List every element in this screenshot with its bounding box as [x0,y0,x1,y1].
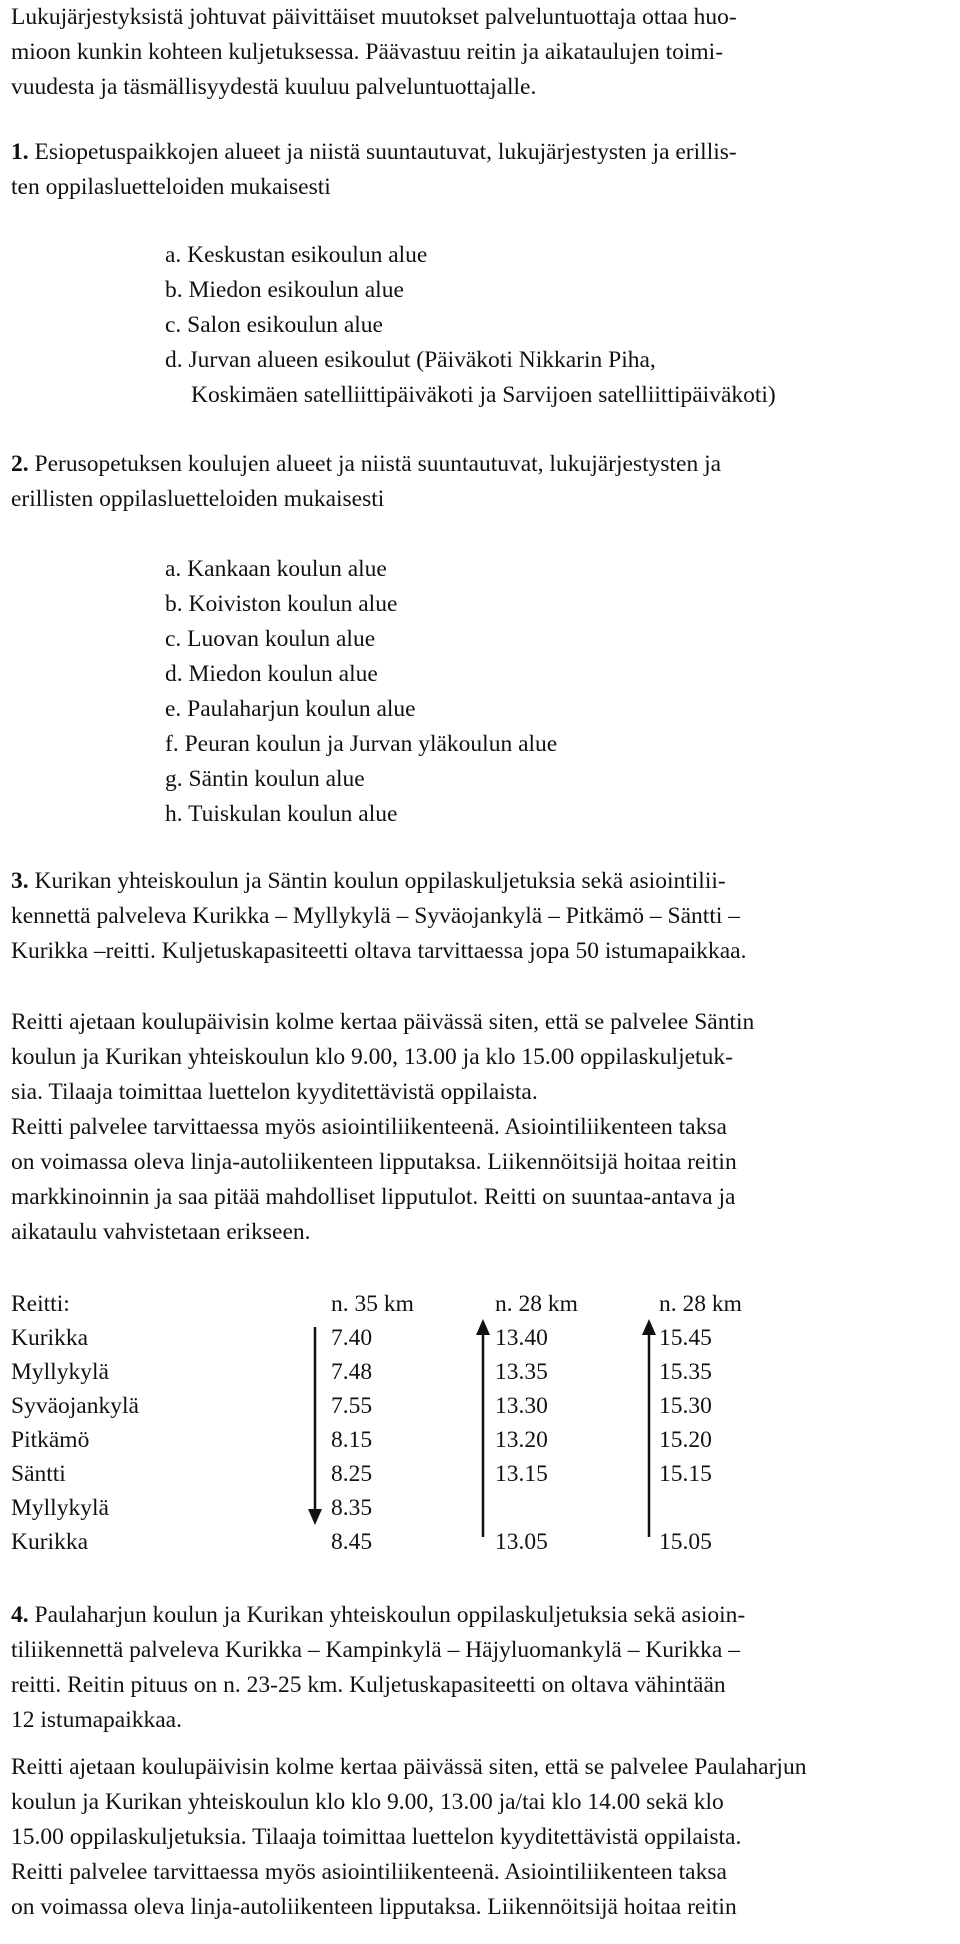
text-line: sia. Tilaaja toimittaa luettelon kyyditettävistä oppilaista. [11,1079,538,1105]
header-cell: n. 28 km [495,1291,578,1317]
section-3-body [11,1005,754,1250]
time-cell: 15.05 [659,1529,712,1555]
heading-text: Paulaharjun koulun ja Kurikan yhteiskoulun oppilaskuljetuksia sekä asioin- [28,1602,746,1628]
section-1-heading [11,135,737,205]
list-item: h. Tuiskulan koulun alue [165,801,398,827]
stop-name: Myllykylä [11,1495,109,1521]
stop-name: Syväojankylä [11,1393,139,1419]
text-line: mioon kunkin kohteen kuljetuksessa. Päävastuu reitin ja aikataulujen toimi- [11,39,724,65]
time-cell: 13.35 [495,1359,548,1385]
heading-text: reitti. Reitin pituus on n. 23-25 km. Kuljetuskapasiteetti on oltava vähintään [11,1672,726,1698]
text-line: on voimassa oleva linja-autoliikenteen lipputaksa. Liikennöitsijä hoitaa reitin [11,1149,737,1175]
heading-text: kennettä palveleva Kurikka – Myllykylä – Syväojankylä – Pitkämö – Säntti – [11,903,741,929]
section-2-list [165,552,557,832]
section-number: 1. [11,139,29,165]
list-item: b. Miedon esikoulun alue [165,277,404,303]
heading-text: ten oppilasluetteloiden mukaisesti [11,174,331,200]
text-line: aikataulu vahvistetaan erikseen. [11,1219,311,1245]
time-cell: 15.20 [659,1427,712,1453]
time-cell: 7.40 [331,1325,373,1351]
heading-text: Esiopetuspaikkojen alueet ja niistä suuntautuvat, lukujärjestysten ja erillis- [28,139,737,165]
text-line: Reitti ajetaan koulupäivisin kolme kertaa päivässä siten, että se palvelee Säntin [11,1009,755,1035]
list-item: a. Keskustan esikoulun alue [165,242,428,268]
text-line: 15.00 oppilaskuljetuksia. Tilaaja toimittaa luettelon kyyditettävistä oppilaista. [11,1824,742,1850]
section-1-list [165,238,776,413]
header-cell: Reitti: [11,1291,70,1317]
heading-text: tiliikennettä palveleva Kurikka – Kampinkylä – Häjyluomankylä – Kurikka – [11,1637,740,1663]
time-cell: 13.15 [495,1461,548,1487]
heading-text: Perusopetuksen koulujen alueet ja niistä suuntautuvat, lukujärjestysten ja [28,451,722,477]
time-cell: 7.55 [331,1393,373,1419]
section-3-heading [11,864,746,969]
down-arrow-icon [305,1327,325,1527]
list-item: g. Säntin koulun alue [165,766,365,792]
list-item-continuation: Koskimäen satelliittipäiväkoti ja Sarvijoen satelliittipäiväkoti) [191,382,776,408]
header-cell: n. 35 km [331,1291,414,1317]
heading-text: erillisten oppilasluetteloiden mukaisesti [11,486,385,512]
list-item: c. Luovan koulun alue [165,626,376,652]
time-cell: 8.45 [331,1529,373,1555]
stop-name: Myllykylä [11,1359,109,1385]
stop-name: Kurikka [11,1325,89,1351]
text-line: Reitti palvelee tarvittaessa myös asiointiliikenteenä. Asiointiliikenteen taksa [11,1859,727,1885]
text-line: markkinoinnin ja saa pitää mahdolliset lipputulot. Reitti on suuntaa-antava ja [11,1184,736,1210]
stop-name: Säntti [11,1461,66,1487]
text-line: Reitti palvelee tarvittaessa myös asiointiliikenteenä. Asiointiliikenteen taksa [11,1114,727,1140]
time-cell: 13.05 [495,1529,548,1555]
up-arrow-icon [473,1319,493,1539]
heading-text: Kurikan yhteiskoulun ja Säntin koulun oppilaskuljetuksia sekä asiointilii- [28,868,726,894]
section-4-body [11,1750,806,1925]
intro-paragraph [11,0,737,105]
text-line: on voimassa oleva linja-autoliikenteen lipputaksa. Liikennöitsijä hoitaa reitin [11,1894,737,1920]
header-cell: n. 28 km [659,1291,742,1317]
section-2-heading [11,447,721,517]
text-line: Lukujärjestyksistä johtuvat päivittäiset muutokset palveluntuottaja ottaa huo- [11,4,737,30]
heading-text: Kurikka –reitti. Kuljetuskapasiteetti oltava tarvittaessa jopa 50 istumapaikkaa. [11,938,747,964]
list-item: f. Peuran koulun ja Jurvan yläkoulun alue [165,731,558,757]
time-cell: 15.45 [659,1325,712,1351]
time-cell: 15.30 [659,1393,712,1419]
list-item: a. Kankaan koulun alue [165,556,387,582]
time-cell: 13.30 [495,1393,548,1419]
stop-name: Pitkämö [11,1427,90,1453]
time-cell: 8.25 [331,1461,373,1487]
text-line: koulun ja Kurikan yhteiskoulun klo 9.00, 13.00 ja klo 15.00 oppilaskuljetuk- [11,1044,733,1070]
schedule-header-row [11,1287,956,1321]
section-number: 3. [11,868,29,894]
text-line: vuudesta ja täsmällisyydestä kuuluu palveluntuottajalle. [11,74,537,100]
time-cell: 15.15 [659,1461,712,1487]
time-cell: 13.20 [495,1427,548,1453]
schedule-table [11,1287,956,1567]
section-number: 4. [11,1602,29,1628]
time-cell: 7.48 [331,1359,373,1385]
list-item: d. Jurvan alueen esikoulut (Päiväkoti Nikkarin Piha, [165,347,656,373]
list-item: d. Miedon koulun alue [165,661,378,687]
time-cell: 15.35 [659,1359,712,1385]
time-cell: 13.40 [495,1325,548,1351]
section-number: 2. [11,451,29,477]
heading-text: 12 istumapaikkaa. [11,1707,182,1733]
up-arrow-icon [639,1319,659,1539]
time-cell: 8.15 [331,1427,373,1453]
text-line: Reitti ajetaan koulupäivisin kolme kertaa päivässä siten, että se palvelee Paulaharjun [11,1754,807,1780]
text-line: koulun ja Kurikan yhteiskoulun klo klo 9.00, 13.00 ja/tai klo 14.00 sekä klo [11,1789,724,1815]
list-item: b. Koiviston koulun alue [165,591,398,617]
stop-name: Kurikka [11,1529,89,1555]
time-cell: 8.35 [331,1495,373,1521]
list-item: c. Salon esikoulun alue [165,312,383,338]
section-4-heading [11,1598,745,1738]
list-item: e. Paulaharjun koulun alue [165,696,416,722]
